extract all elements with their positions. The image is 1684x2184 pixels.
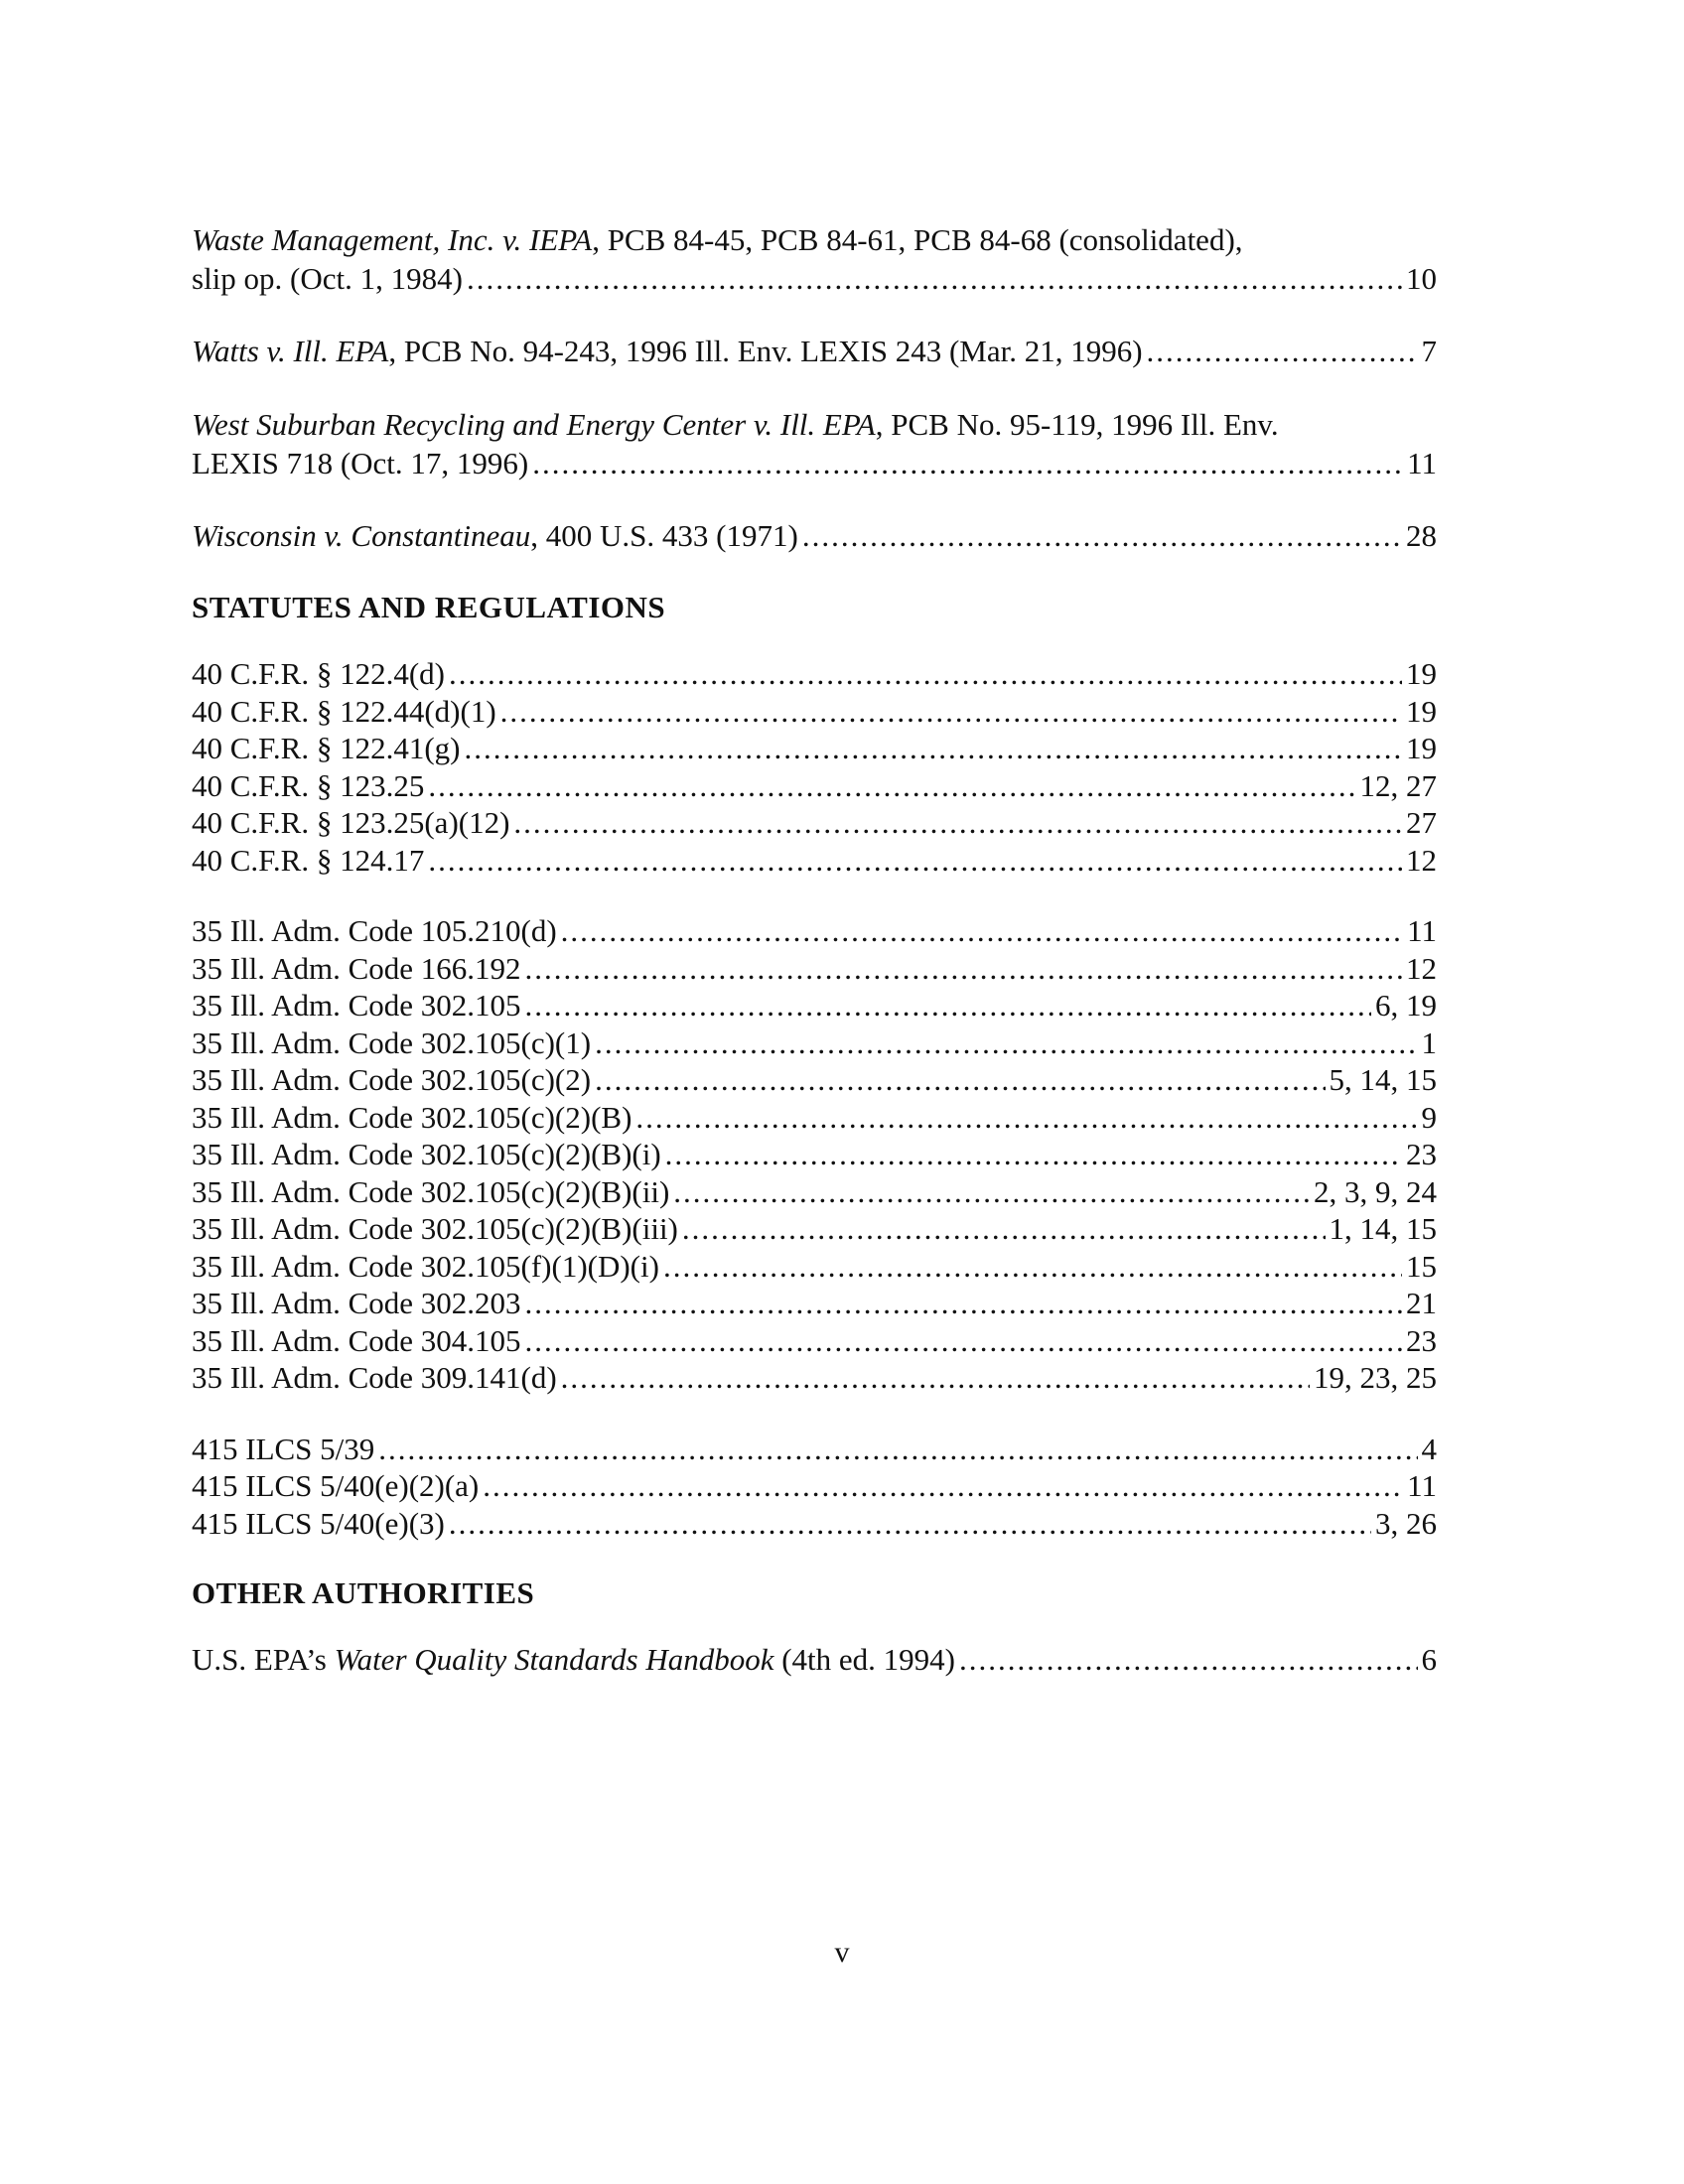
page-reference: 19, 23, 25 — [1314, 1360, 1437, 1395]
authority-row: 415 ILCS 5/40(e)(3) ..... 3, 26 — [192, 1505, 1437, 1543]
page-reference: 11 — [1407, 913, 1437, 948]
page-reference: 1 — [1421, 1024, 1437, 1060]
dot-leader — [561, 1359, 1310, 1397]
page-reference: 7 — [1421, 334, 1437, 368]
dot-leader — [673, 1173, 1310, 1211]
page-reference: 4 — [1421, 1431, 1437, 1466]
authority-row: 35 Ill. Adm. Code 105.210(d) ..... 11 — [192, 912, 1437, 950]
authority-row: 40 C.F.R. § 123.25(a)(12) ..... 27 — [192, 804, 1437, 842]
dot-leader — [513, 804, 1402, 842]
authority-row: U.S. EPA’s Water Quality Standards Handbook (4th ed. 1994) ..... 6 — [192, 1641, 1437, 1679]
ilcs-group — [192, 1431, 1437, 1543]
cfr-group — [192, 655, 1437, 879]
case-line-1 — [192, 220, 1437, 260]
page-reference: 21 — [1406, 1286, 1437, 1320]
case-citation: , PCB 84-45, PCB 84-61, PCB 84-68 (consolidated), — [592, 222, 1243, 257]
dot-leader — [467, 260, 1402, 298]
adm-code-group — [192, 912, 1437, 1397]
dot-leader — [802, 517, 1402, 555]
authority-row: 415 ILCS 5/39 ..... 4 — [192, 1431, 1437, 1468]
page-reference: 11 — [1407, 446, 1437, 480]
authority-row: 40 C.F.R. § 124.17 ..... 12 — [192, 842, 1437, 880]
case-entry-west-suburban — [192, 405, 1437, 482]
dot-leader — [665, 1136, 1402, 1173]
page-reference: 27 — [1406, 805, 1437, 840]
dot-leader — [449, 655, 1402, 693]
authority-row: 35 Ill. Adm. Code 302.105(c)(2)(B)(i) ..... 23 — [192, 1136, 1437, 1173]
table-of-authorities — [192, 220, 1437, 1712]
dot-leader — [561, 912, 1403, 950]
case-entry-waste-management — [192, 220, 1437, 298]
authority-row: 35 Ill. Adm. Code 309.141(d) ..... 19, 23, 25 — [192, 1359, 1437, 1397]
page-reference: 12, 27 — [1359, 767, 1437, 803]
dot-leader — [428, 842, 1402, 880]
dot-leader — [525, 950, 1402, 988]
page-reference: 12 — [1406, 842, 1437, 878]
page-reference: 3, 26 — [1375, 1505, 1437, 1541]
authority-row: 40 C.F.R. § 122.4(d) ..... 19 — [192, 655, 1437, 693]
page-reference: 19 — [1406, 731, 1437, 765]
dot-leader — [959, 1641, 1417, 1679]
page-reference: 15 — [1406, 1248, 1437, 1284]
authority-row: 40 C.F.R. § 123.25 ..... 12, 27 — [192, 767, 1437, 805]
case-citation: , PCB No. 95-119, 1996 Ill. Env. — [875, 407, 1279, 442]
case-line-1 — [192, 405, 1437, 445]
authority-row: 35 Ill. Adm. Code 302.105(c)(2)(B)(ii) ..... 2, 3, 9, 24 — [192, 1173, 1437, 1211]
page-reference: 6, 19 — [1375, 988, 1437, 1023]
dot-leader — [465, 730, 1402, 767]
page-reference: 23 — [1406, 1137, 1437, 1171]
case-entry-watts — [192, 333, 1437, 370]
page-reference: 9 — [1421, 1099, 1437, 1135]
dot-leader — [595, 1061, 1325, 1099]
other-authorities-group — [192, 1641, 1437, 1679]
dot-leader — [635, 1099, 1417, 1137]
authority-row: 35 Ill. Adm. Code 302.105(c)(2)(B) ..... 9 — [192, 1099, 1437, 1137]
authority-row: 40 C.F.R. § 122.41(g) ..... 19 — [192, 730, 1437, 767]
case-line — [192, 333, 1437, 370]
case-entry-wisconsin — [192, 517, 1437, 555]
dot-leader — [525, 987, 1371, 1024]
dot-leader — [525, 1285, 1402, 1322]
dot-leader — [378, 1431, 1417, 1468]
authority-row: 35 Ill. Adm. Code 302.105(f)(1)(D)(i) ..... 15 — [192, 1248, 1437, 1286]
authority-row: 35 Ill. Adm. Code 166.192 ..... 12 — [192, 950, 1437, 988]
case-line-2 — [192, 260, 1437, 298]
page-reference: 19 — [1406, 656, 1437, 691]
authority-row: 35 Ill. Adm. Code 302.203 ..... 21 — [192, 1285, 1437, 1322]
dot-leader — [428, 767, 1355, 805]
dot-leader — [483, 1467, 1403, 1505]
page-reference: 10 — [1406, 261, 1437, 296]
case-line-2 — [192, 445, 1437, 482]
dot-leader — [532, 445, 1403, 482]
dot-leader — [449, 1505, 1371, 1543]
authority-row: 35 Ill. Adm. Code 302.105(c)(1) ..... 1 — [192, 1024, 1437, 1062]
dot-leader — [663, 1248, 1402, 1286]
page-reference: 28 — [1406, 518, 1437, 553]
dot-leader — [1147, 333, 1418, 370]
authority-row: 35 Ill. Adm. Code 302.105 ..... 6, 19 — [192, 987, 1437, 1024]
authority-row: 35 Ill. Adm. Code 302.105(c)(2) ..... 5, 14, 15 — [192, 1061, 1437, 1099]
page-number: v — [834, 1936, 850, 1969]
dot-leader — [525, 1322, 1402, 1360]
dot-leader — [682, 1210, 1326, 1248]
case-citation-continued: LEXIS 718 (Oct. 17, 1996) — [192, 446, 529, 480]
case-name: Wisconsin v. Constantineau — [192, 518, 531, 553]
section-heading-other-authorities: OTHER AUTHORITIES — [192, 1575, 535, 1610]
case-citation: , 400 U.S. 433 (1971) — [530, 518, 798, 553]
authority-row: 35 Ill. Adm. Code 302.105(c)(2)(B)(iii) ..... 1, 14, 15 — [192, 1210, 1437, 1248]
page-reference: 11 — [1407, 1468, 1437, 1503]
authority-row: 40 C.F.R. § 122.44(d)(1) ..... 19 — [192, 693, 1437, 731]
dot-leader — [595, 1024, 1417, 1062]
publication-title: Water Quality Standards Handbook — [334, 1642, 774, 1677]
case-name: Watts v. Ill. EPA — [192, 334, 389, 368]
authority-row: 35 Ill. Adm. Code 304.105 ..... 23 — [192, 1322, 1437, 1360]
page-reference: 19 — [1406, 693, 1437, 729]
authority-row: 415 ILCS 5/40(e)(2)(a) ..... 11 — [192, 1467, 1437, 1505]
page-reference: 23 — [1406, 1322, 1437, 1358]
dot-leader — [500, 693, 1402, 731]
case-name: Waste Management, Inc. v. IEPA — [192, 222, 593, 257]
section-heading-statutes: STATUTES AND REGULATIONS — [192, 590, 666, 624]
page-reference: 6 — [1421, 1642, 1437, 1677]
case-name: West Suburban Recycling and Energy Center v. Ill. EPA — [192, 407, 876, 442]
case-citation-continued: slip op. (Oct. 1, 1984) — [192, 261, 463, 296]
page-reference: 1, 14, 15 — [1329, 1211, 1437, 1246]
page-reference: 12 — [1406, 950, 1437, 986]
case-citation: , PCB No. 94-243, 1996 Ill. Env. LEXIS 243 (Mar. 21, 1996) — [388, 334, 1143, 368]
case-line — [192, 517, 1437, 555]
page-reference: 5, 14, 15 — [1329, 1062, 1437, 1097]
page-reference: 2, 3, 9, 24 — [1314, 1173, 1437, 1209]
